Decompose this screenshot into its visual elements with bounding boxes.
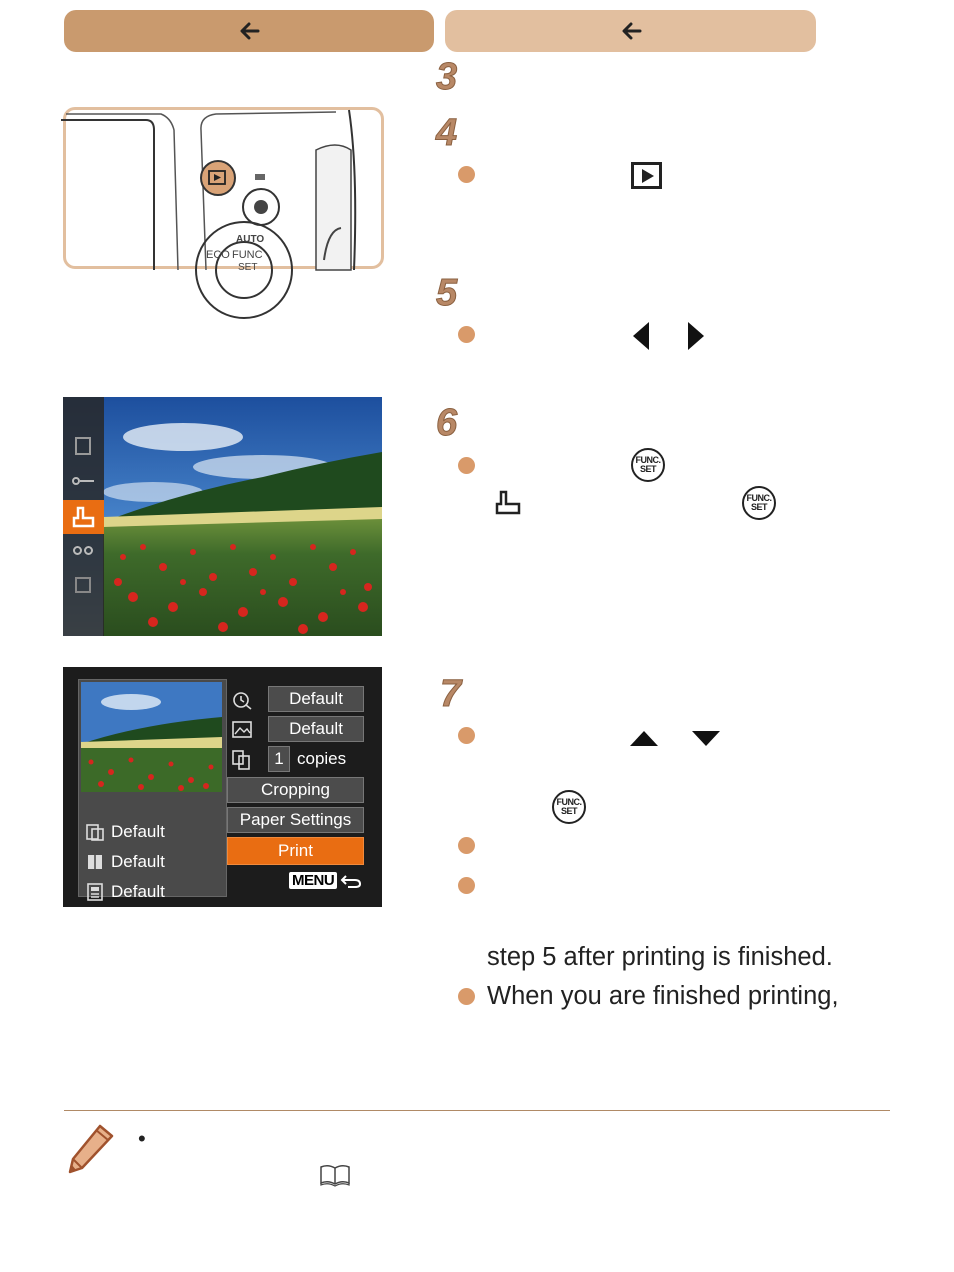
print-icon-selected [63,500,104,534]
copies-icon [231,749,253,771]
search-binoculars-icon [73,544,95,556]
effect-setting-box: Default [268,716,364,742]
left-arrow-button-icon [633,322,649,350]
step-number-4: 4 [436,112,458,154]
layout-row: Default [85,879,165,905]
bullet-7b [458,837,475,854]
bullet-7d [458,988,475,1005]
func-set-button-icon: FUNC. SET [631,448,665,482]
camera-back-drawing [66,110,381,273]
func-menu-icon-bar [63,397,104,636]
step-number-3: 3 [436,56,458,98]
effect-icon [231,719,253,741]
playback-button-icon [631,162,662,189]
landscape-photo [63,397,382,636]
return-arrow-icon [340,873,362,889]
print-settings-screenshot [63,667,382,907]
menu-back-indicator [289,872,362,889]
layout-icon [85,882,105,902]
print-button: Print [227,837,364,865]
down-arrow-button-icon [692,731,720,746]
note-bullet: • [138,1126,146,1151]
pencil-note-icon [66,1122,116,1178]
date-setting-box: Default [268,686,364,712]
cropping-button: Cropping [227,777,364,803]
set-label: SET [238,262,258,273]
copies-number-box: 1 [268,746,290,772]
copies-label: copies [297,749,347,768]
note-divider [64,1110,890,1111]
auto-label: AUTO [236,234,265,245]
book-reference-icon [319,1163,351,1187]
paper-type-row: Default [85,849,165,875]
step-number-5: 5 [436,272,458,314]
func-set-button-icon: FUNC. SET [742,486,776,520]
paper-size-icon [85,822,105,842]
print-thumbnail-panel [78,679,227,901]
nav-back-button-1[interactable] [64,10,434,52]
step-number-7: 7 [440,673,462,715]
date-icon [231,689,253,711]
menu-badge: MENU [289,872,337,889]
camera-illustration [63,107,384,273]
nav-back-button-2[interactable] [445,10,816,52]
bullet-5a [458,326,475,343]
func-menu-screenshot [63,397,382,636]
right-arrow-button-icon [688,322,704,350]
paper-size-row: Default [85,819,165,845]
protect-key-icon [72,477,96,485]
arrow-left-icon [620,20,642,42]
paper-settings-button: Paper Settings [227,807,364,833]
step-number-6: 6 [436,402,458,444]
func-set-button-icon: FUNC. SET [552,790,586,824]
bullet-7c [458,877,475,894]
step7-text-line2: When you are finished printing, [487,982,839,1010]
bullet-7a [458,727,475,744]
arrow-left-icon [238,20,260,42]
print-icon [494,489,522,517]
bullet-4a [458,166,475,183]
step7-text-line1: step 5 after printing is finished. [487,943,833,971]
bullet-6a [458,457,475,474]
print-thumbnail [81,682,222,792]
eco-label: ECO [206,249,230,261]
slideshow-icon [75,577,91,593]
paper-type-icon [85,852,105,872]
func-label: FUNC [232,249,263,261]
rotate-icon [75,437,91,455]
up-arrow-button-icon [630,731,658,746]
